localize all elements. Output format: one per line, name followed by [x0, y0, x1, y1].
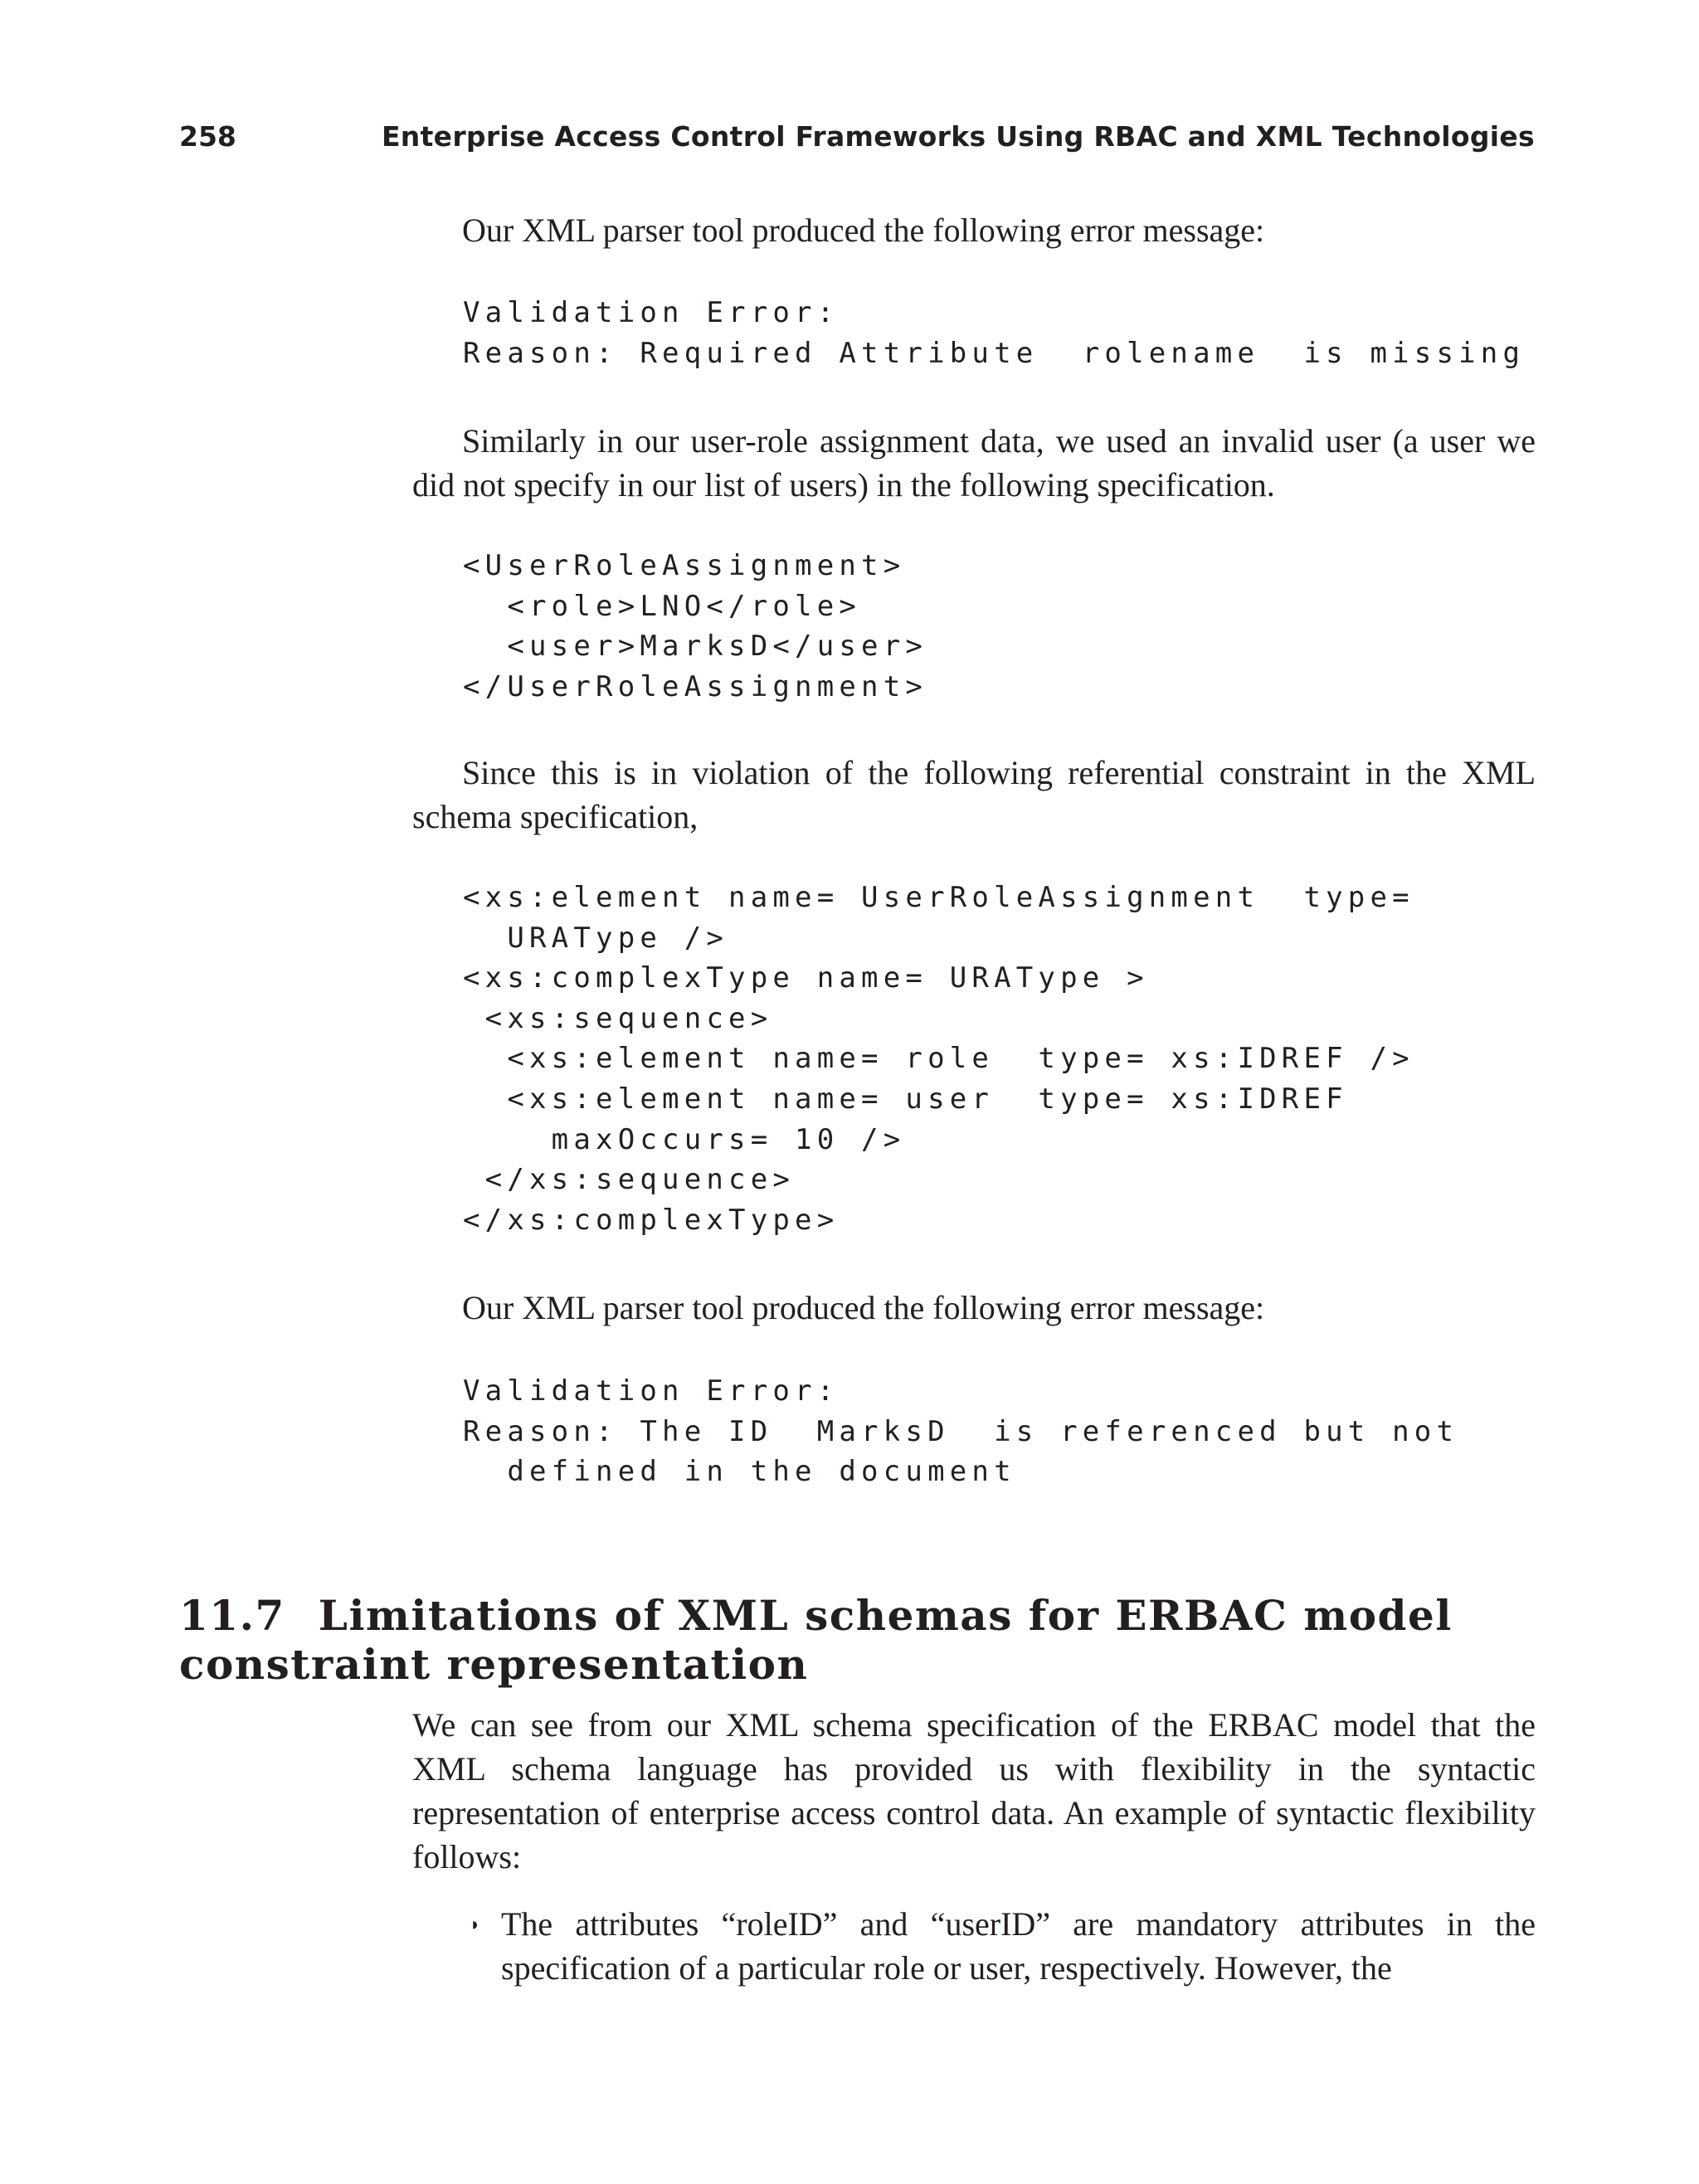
code-block-user-role-assignment: <UserRoleAssignment> <role>LNO</role> <user>MarksD</user> </UserRoleAssignment>	[463, 549, 928, 703]
code-block-error-1: Validation Error: Reason: Required Attribute rolename is missing	[463, 296, 1526, 370]
bullet-list	[463, 1902, 1536, 1990]
code-block-error-2: Validation Error: Reason: The ID MarksD is referenced but not defined in the document	[463, 1374, 1459, 1489]
bullet-item	[463, 1902, 1536, 1990]
running-head	[179, 119, 1535, 155]
bullet-marker: ◗	[470, 1914, 481, 1934]
code-block-xml-schema: <xs:element name= UserRoleAssignment type= URAType /> <xs:complexType name= URAType > <xs:sequence> <xs:element name= role type= xs:IDREF /> <xs:element name= user type= xs:IDREF maxOccurs= 10 /> </xs:sequence> </xs:complexType>	[463, 881, 1414, 1237]
body-paragraph-3: Since this is in violation of the following referential constraint in the XML schema specification,	[412, 754, 1536, 835]
section-title: Limitations of XML schemas for ERBAC model constraint representation	[179, 1591, 1453, 1689]
section-number: 11.7	[179, 1591, 285, 1640]
page-number: 258	[179, 120, 236, 153]
book-title: Enterprise Access Control Frameworks Using RBAC and XML Technologies	[381, 120, 1535, 153]
section-heading	[179, 1591, 1540, 1689]
body-paragraph-2: Similarly in our user-role assignment data, we used an invalid user (a user we did not specify in our list of users) in the following specification.	[412, 422, 1536, 503]
section-paragraph: We can see from our XML schema specification of the ERBAC model that the XML schema language has provided us with flexibility in the syntactic representation of enterprise access control data. An example of syntactic flexibility follows:	[412, 1706, 1536, 1875]
bullet-text: The attributes “roleID” and “userID” are mandatory attributes in the specification of a particular role or user, respectively. However, the	[501, 1905, 1536, 1987]
body-paragraph-4: Our XML parser tool produced the following error message:	[462, 1289, 1265, 1326]
body-paragraph-1: Our XML parser tool produced the following error message:	[462, 212, 1265, 249]
